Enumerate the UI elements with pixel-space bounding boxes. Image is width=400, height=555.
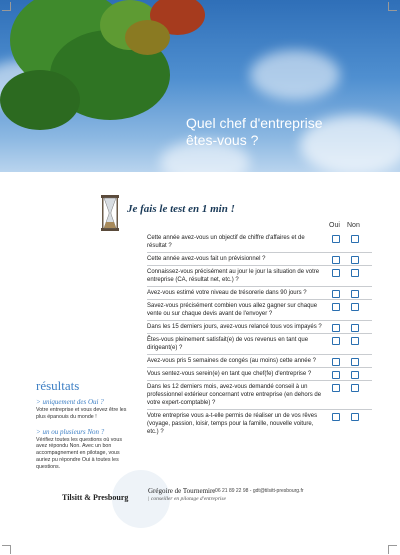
no-checkbox[interactable] <box>351 269 359 277</box>
hero-image <box>0 0 400 172</box>
question-row <box>147 334 372 355</box>
no-checkbox[interactable] <box>351 358 359 366</box>
question-row <box>147 368 372 381</box>
result-some-no-text: Vérifiez toutes les questions où vous avez répondu Non. Avec un bon accompagnement en pilotage, vous auriez pu répondre Oui à toutes les questions. <box>36 436 122 470</box>
no-checkbox[interactable] <box>351 290 359 298</box>
question-row <box>147 355 372 368</box>
yes-checkbox[interactable] <box>332 413 340 421</box>
question-text: Cette année avez-vous un objectif de chiffre d'affaires et de résultat ? <box>147 235 305 249</box>
yes-checkbox[interactable] <box>332 303 340 311</box>
question-list <box>147 232 372 438</box>
no-checkbox[interactable] <box>351 371 359 379</box>
question-row <box>147 232 372 253</box>
question-row <box>147 321 372 334</box>
question-text: Dans les 15 derniers jours, avez-vous relancé tous vos impayés ? <box>147 324 322 330</box>
result-all-yes-heading: > uniquement des Oui ? <box>36 398 104 406</box>
hourglass-icon <box>100 195 120 231</box>
question-text: Savez-vous précisément combien vous allez gagner sur chaque vente ou sur chaque devis avant de l'envoyer ? <box>147 303 318 317</box>
yes-checkbox[interactable] <box>332 256 340 264</box>
question-row <box>147 381 372 410</box>
crop-mark <box>388 545 397 554</box>
advisor-title: | conseiller en pilotage d'entreprise <box>148 496 226 502</box>
column-header-yes: Oui <box>329 222 340 229</box>
yes-checkbox[interactable] <box>332 371 340 379</box>
yes-checkbox[interactable] <box>332 269 340 277</box>
hero-title-line2: êtes-vous ? <box>186 132 259 148</box>
question-text: Êtes-vous pleinement satisfait(e) de vos revenus en tant que dirigeant(e) ? <box>147 337 309 351</box>
yes-checkbox[interactable] <box>332 235 340 243</box>
no-checkbox[interactable] <box>351 256 359 264</box>
yes-checkbox[interactable] <box>332 384 340 392</box>
result-all-yes-text: Votre entreprise et vous devez être les plus épanouis du monde ! <box>36 407 127 420</box>
crop-mark <box>2 545 11 554</box>
yes-checkbox[interactable] <box>332 324 340 332</box>
yes-checkbox[interactable] <box>332 358 340 366</box>
question-text: Votre entreprise vous a-t-elle permis de réaliser un de vos rêves (voyage, passion, loisir, temps pour la famille, nouvelle voiture, etc.) ? <box>147 413 318 435</box>
contact-info: - 06 21 89 22 98 - gdt@tilsitt-presbourg.fr <box>212 488 304 494</box>
yes-checkbox[interactable] <box>332 337 340 345</box>
question-row <box>147 300 372 321</box>
no-checkbox[interactable] <box>351 324 359 332</box>
no-checkbox[interactable] <box>351 337 359 345</box>
question-text: Cette année avez-vous fait un prévisionnel ? <box>147 256 266 262</box>
no-checkbox[interactable] <box>351 235 359 243</box>
result-some-no-heading: > un ou plusieurs Non ? <box>36 427 105 436</box>
question-row <box>147 410 372 438</box>
question-row <box>147 253 372 266</box>
no-checkbox[interactable] <box>351 384 359 392</box>
question-text: Connaissez-vous précisément au jour le jour la situation de votre entreprise (CA, résultat net, etc.) ? <box>147 269 320 283</box>
hero-title <box>186 115 323 149</box>
crop-mark <box>2 2 11 11</box>
question-text: Avez-vous estimé votre niveau de trésorerie dans 90 jours ? <box>147 290 307 296</box>
question-row <box>147 266 372 287</box>
question-text: Avez-vous pris 5 semaines de congés (au moins) cette année ? <box>147 358 316 364</box>
question-text: Vous sentez-vous serein(e) en tant que chef(fe) d'entreprise ? <box>147 371 312 377</box>
brand-logo: Tilsitt & Presbourg <box>62 493 129 502</box>
advisor-name: Grégoire de Tournemire <box>148 487 216 495</box>
crop-mark <box>388 2 397 11</box>
test-heading: Je fais le test en 1 min ! <box>127 203 235 215</box>
results-panel <box>36 378 131 471</box>
question-row <box>147 287 372 300</box>
no-checkbox[interactable] <box>351 413 359 421</box>
column-header-no: Non <box>347 222 360 229</box>
question-text: Dans les 12 derniers mois, avez-vous demandé conseil à un professionnel extérieur concernant votre entreprise (en dehors de votre expert-comptable) ? <box>147 384 322 406</box>
results-title: résultats <box>36 378 80 393</box>
no-checkbox[interactable] <box>351 303 359 311</box>
yes-checkbox[interactable] <box>332 290 340 298</box>
hero-title-line1: Quel chef d'entreprise <box>186 115 323 131</box>
